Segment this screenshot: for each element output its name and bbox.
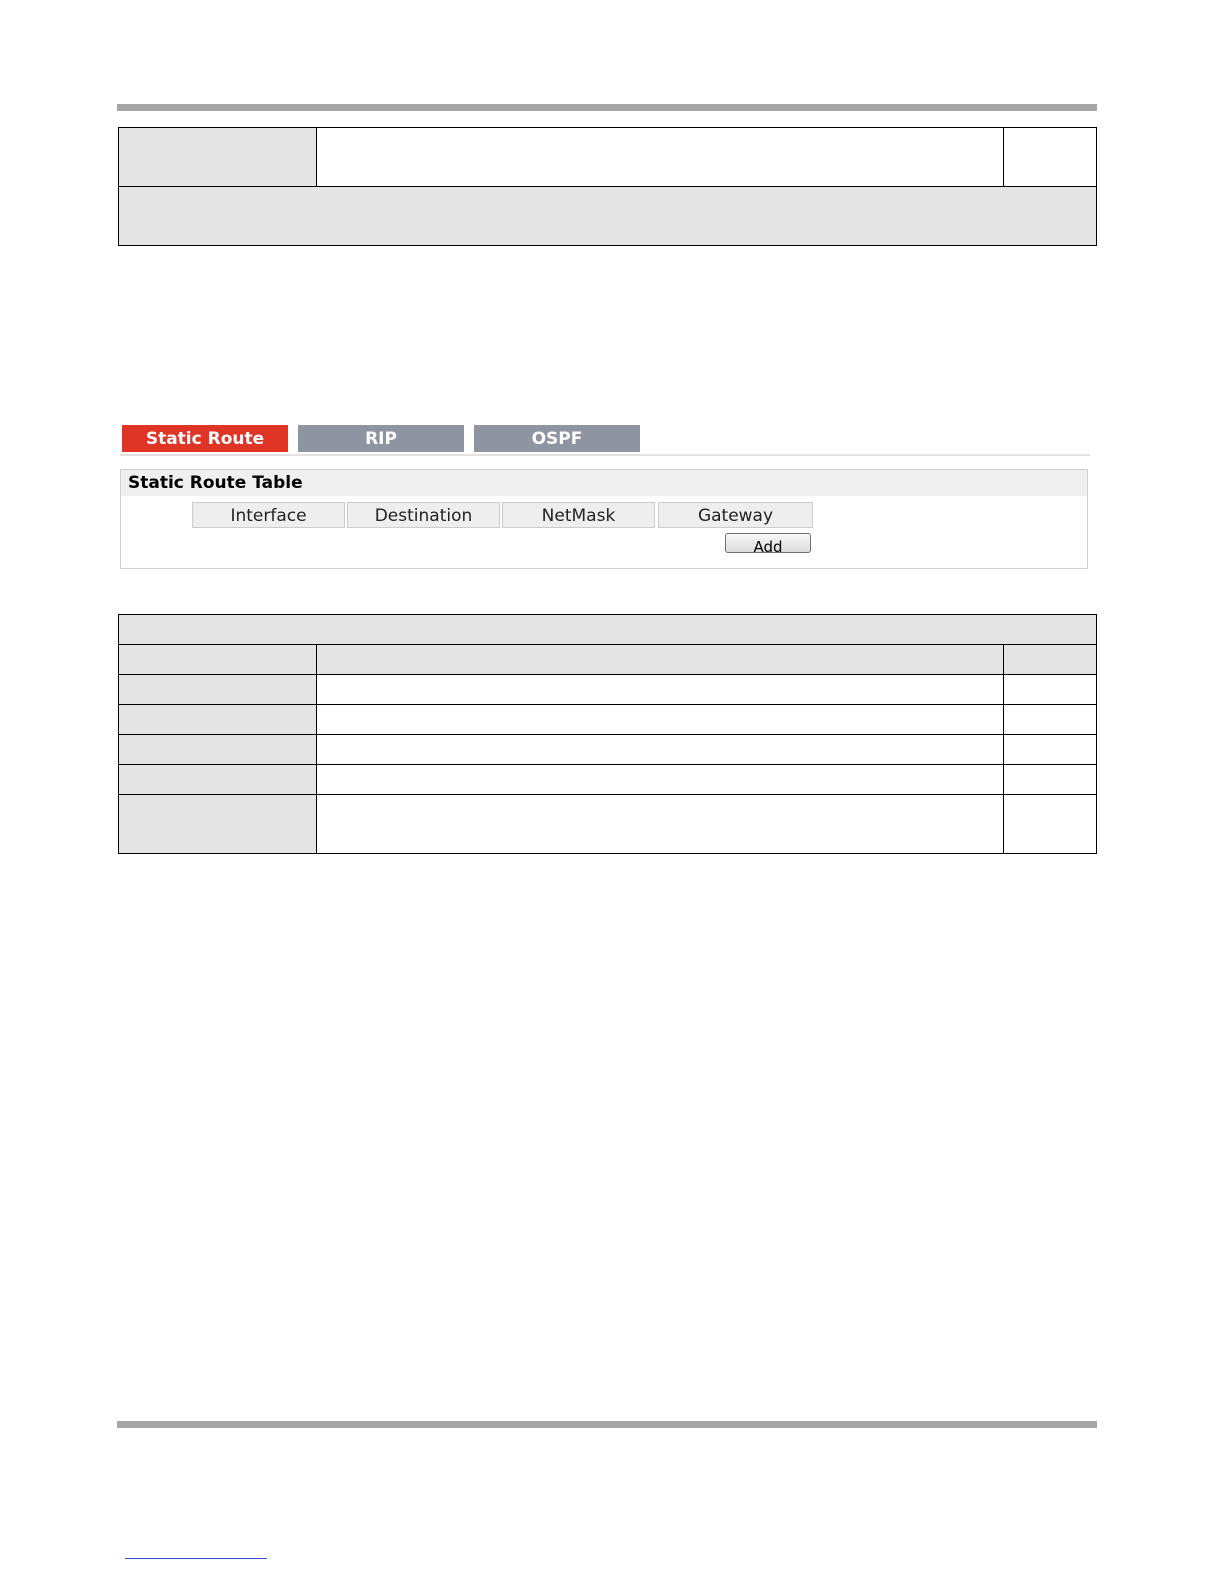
table-cell bbox=[317, 705, 1004, 735]
table-cell bbox=[1004, 705, 1097, 735]
column-header-gateway: Gateway bbox=[658, 502, 813, 528]
tab-rip[interactable]: RIP bbox=[298, 425, 464, 452]
table-cell bbox=[317, 128, 1004, 187]
table-cell bbox=[119, 128, 317, 187]
table-row bbox=[119, 795, 1097, 854]
column-header-interface: Interface bbox=[192, 502, 345, 528]
table-cell bbox=[1004, 128, 1097, 187]
table-cell bbox=[119, 795, 317, 854]
table-row bbox=[119, 735, 1097, 765]
table-cell bbox=[119, 705, 317, 735]
table-cell bbox=[119, 187, 1097, 246]
table-cell bbox=[119, 765, 317, 795]
table-row bbox=[119, 187, 1097, 246]
table-cell bbox=[317, 765, 1004, 795]
tab-underline bbox=[120, 454, 1090, 456]
static-route-table-panel bbox=[120, 469, 1088, 569]
column-header-destination: Destination bbox=[347, 502, 500, 528]
table-cell bbox=[317, 645, 1004, 675]
table-cell bbox=[1004, 675, 1097, 705]
table-row bbox=[119, 128, 1097, 187]
table-cell bbox=[317, 795, 1004, 854]
table-cell bbox=[317, 735, 1004, 765]
panel-title: Static Route Table bbox=[128, 473, 303, 493]
tab-ospf[interactable]: OSPF bbox=[474, 425, 640, 452]
footer-link-underline bbox=[125, 1558, 267, 1559]
bottom-rule bbox=[117, 1421, 1097, 1428]
top-rule bbox=[117, 104, 1097, 111]
table-cell bbox=[1004, 645, 1097, 675]
table-header-row bbox=[119, 645, 1097, 675]
table-cell bbox=[1004, 765, 1097, 795]
panel-title-bar bbox=[121, 470, 1087, 496]
table-cell bbox=[317, 675, 1004, 705]
table-row bbox=[119, 765, 1097, 795]
table-cell bbox=[1004, 795, 1097, 854]
top-table-fragment bbox=[118, 127, 1097, 246]
table-title-cell bbox=[119, 615, 1097, 645]
tab-static-route[interactable]: Static Route bbox=[122, 425, 288, 452]
parameter-table bbox=[118, 614, 1097, 854]
table-cell bbox=[1004, 735, 1097, 765]
table-row bbox=[119, 675, 1097, 705]
table-cell bbox=[119, 735, 317, 765]
table-cell bbox=[119, 675, 317, 705]
table-cell bbox=[119, 645, 317, 675]
column-header-netmask: NetMask bbox=[502, 502, 655, 528]
add-button[interactable]: Add bbox=[725, 533, 811, 553]
table-row bbox=[119, 615, 1097, 645]
table-row bbox=[119, 705, 1097, 735]
